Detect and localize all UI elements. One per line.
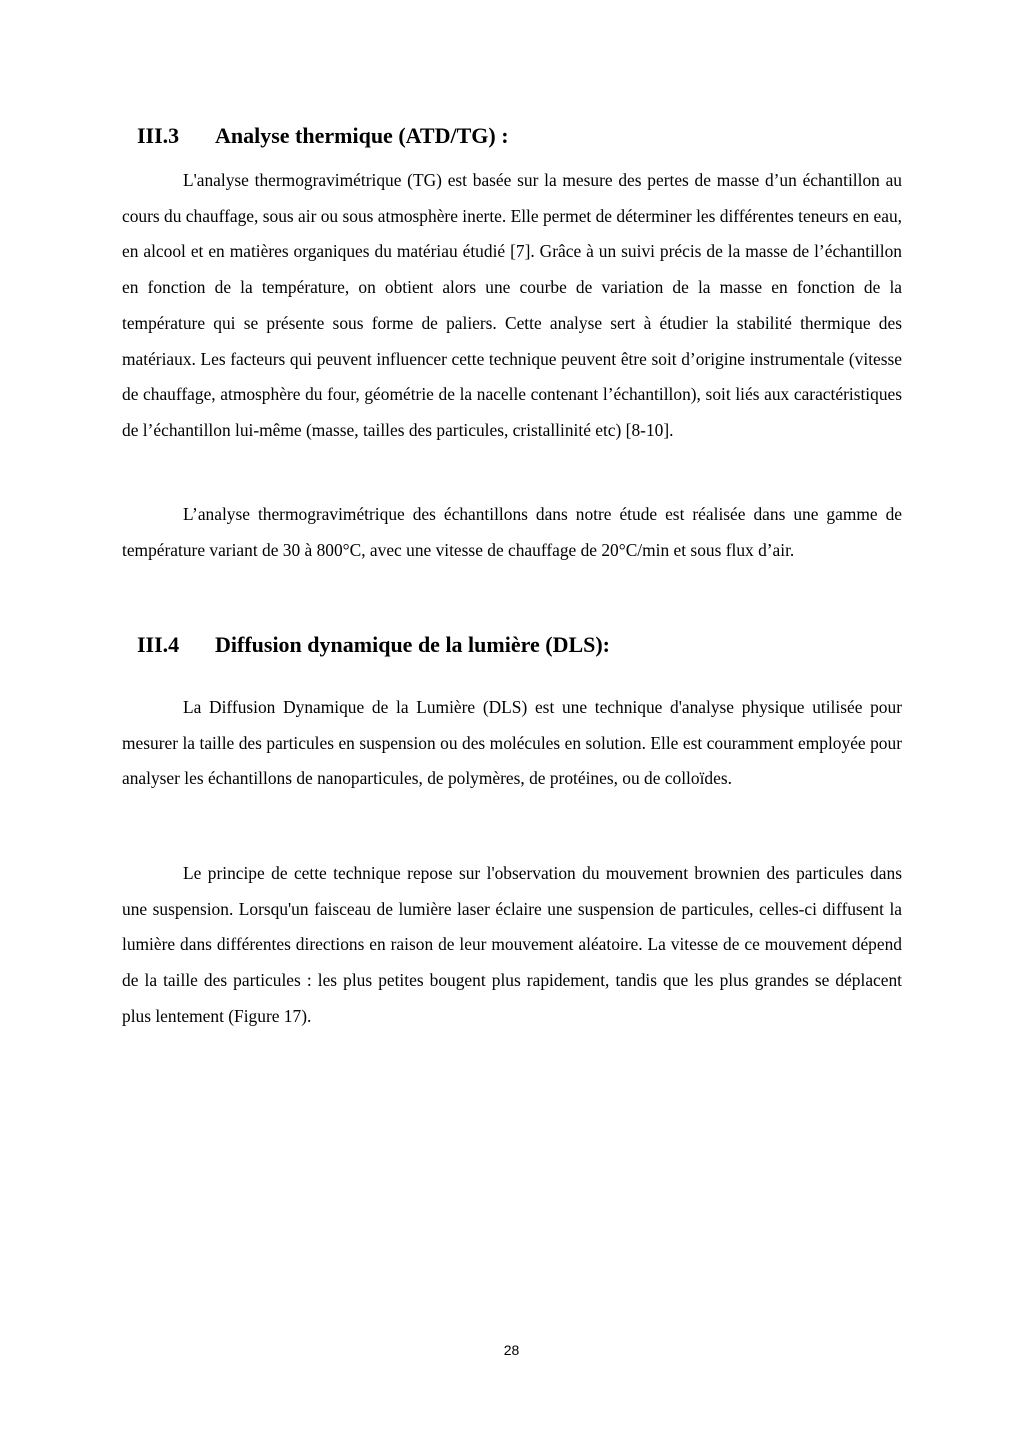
page-number: 28 <box>503 1342 520 1358</box>
section-title: Diffusion dynamique de la lumière (DLS): <box>215 632 611 657</box>
paragraph-tg-definition: L'analyse thermogravimétrique (TG) est basée sur la mesure des pertes de masse d’un échantillon au cours du chauffage, sous air ou sous atmosphère inerte. Elle permet de déterminer les différentes teneurs en eau, en alcool et en matières organiques du matériau étudié [7]. Grâce à un suivi précis de la masse de l’échantillon en fonction de la température, on obtient alors une courbe de variation de la masse en fonction de la température qui se présente sous forme de paliers. Cette analyse sert à étudier la stabilité thermique des matériaux. Les facteurs qui peuvent influencer cette technique peuvent être soit d’origine instrumentale (vitesse de chauffage, atmosphère du four, géométrie de la nacelle contenant l’échantillon), soit liés aux caractéristiques de l’échantillon lui-même (masse, tailles des particules, cristallinité etc) [8-10]. <box>122 170 902 440</box>
paragraph-dls-principle: Le principe de cette technique repose sur l'observation du mouvement brownien des particules dans une suspension. Lorsqu'un faisceau de lumière laser éclaire une suspension de particules, celles-ci diffusent la lumière dans différentes directions en raison de leur mouvement aléatoire. La vitesse de ce mouvement dépend de la taille des particules : les plus petites bougent plus rapidement, tandis que les plus grandes se déplacent plus lentement (Figure 17). <box>122 863 902 1026</box>
section-number: III.4 <box>137 632 180 657</box>
paragraph-tg-conditions: L’analyse thermogravimétrique des échantillons dans notre étude est réalisée dans une gamme de température variant de 30 à 800°C, avec une vitesse de chauffage de 20°C/min et sous flux d’air. <box>122 504 902 560</box>
section-heading-atd-tg <box>137 122 897 150</box>
paragraph-dls-definition: La Diffusion Dynamique de la Lumière (DLS) est une technique d'analyse physique utilisée pour mesurer la taille des particules en suspension ou des molécules en solution. Elle est couramment employée pour analyser les échantillons de nanoparticules, de polymères, de protéines, ou de colloïdes. <box>122 697 902 789</box>
section-number: III.3 <box>137 123 180 148</box>
section-title: Analyse thermique (ATD/TG) : <box>215 123 509 148</box>
section-heading-dls <box>137 631 897 659</box>
